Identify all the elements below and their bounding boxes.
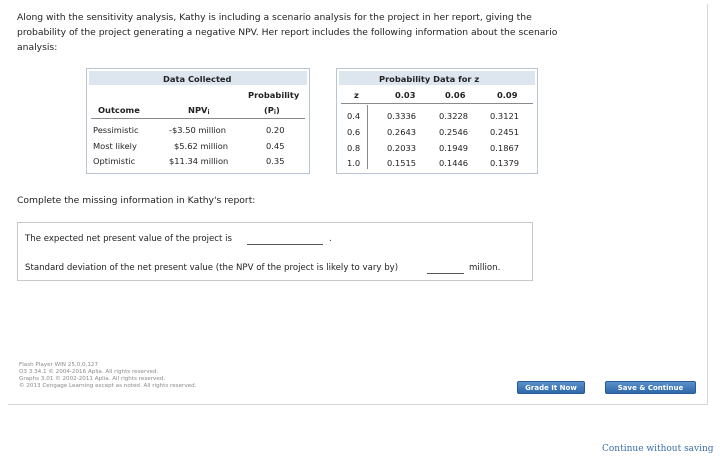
answer-panel xyxy=(17,222,533,281)
row-probability: 0.20 xyxy=(266,125,285,135)
z-col-header: 0.06 xyxy=(445,90,466,100)
row-npv: $5.62 million xyxy=(174,141,229,151)
save-and-continue-button[interactable]: Save & Continue xyxy=(605,381,696,394)
probability-value: 0.2546 xyxy=(439,127,469,137)
probability-value: 0.1515 xyxy=(387,158,417,168)
million-unit-label: million. xyxy=(469,263,501,273)
table-title: Data Collected xyxy=(163,74,232,84)
probability-header: Probability xyxy=(248,90,300,100)
probability-value: 0.2033 xyxy=(387,143,417,153)
row-outcome: Most likely xyxy=(93,141,137,151)
probability-value: 0.1867 xyxy=(490,143,520,153)
header-divider xyxy=(341,103,533,104)
probability-value: 0.1949 xyxy=(439,143,469,153)
footer-line: Q3 3.34.1 © 2004-2016 Aplia. All rights reserved. xyxy=(19,369,159,375)
expected-npv-dropdown[interactable] xyxy=(247,244,323,245)
row-probability: 0.35 xyxy=(266,156,285,166)
probability-value: 0.1379 xyxy=(490,158,520,168)
row-npv: -$3.50 million xyxy=(169,125,227,135)
probability-value: 0.3121 xyxy=(490,111,520,121)
probability-value: 0.1446 xyxy=(439,158,469,168)
z-header: z xyxy=(354,90,359,100)
z-value: 0.6 xyxy=(347,127,361,137)
data-collected-table xyxy=(86,68,310,174)
version-footer xyxy=(19,362,196,390)
question-expected-npv: The expected net present value of the project is xyxy=(25,234,232,244)
z-value: 0.4 xyxy=(347,111,361,121)
header-divider xyxy=(91,118,305,119)
row-outcome: Pessimistic xyxy=(93,125,139,135)
row-probability: 0.45 xyxy=(266,141,285,151)
probability-value: 0.3228 xyxy=(439,111,469,121)
std-dev-dropdown[interactable] xyxy=(427,273,464,274)
z-col-header: 0.09 xyxy=(497,90,518,100)
probability-value: 0.3336 xyxy=(387,111,417,121)
row-npv: $11.34 million xyxy=(169,156,229,166)
row-outcome: Optimistic xyxy=(93,156,136,166)
task-instruction: Complete the missing information in Kathy's report: xyxy=(17,195,256,206)
probability-value: 0.2643 xyxy=(387,127,417,137)
outcome-header: Outcome xyxy=(98,105,140,115)
intro-text: Along with the sensitivity analysis, Kathy is including a scenario analysis for the project in her report, giving the probability of the project generating a negative NPV. Her report includes the following information about the scenario analysis: xyxy=(17,12,558,53)
footer-line: Flash Player WIN 25,0,0,127 xyxy=(19,362,99,368)
z-table-title: Probability Data for z xyxy=(379,74,480,84)
probability-value: 0.2451 xyxy=(490,127,520,137)
continue-without-saving-link[interactable]: Continue without saving xyxy=(602,444,714,454)
z-col-header: 0.03 xyxy=(395,90,416,100)
z-value: 0.8 xyxy=(347,143,361,153)
npv-header: NPVi xyxy=(188,105,210,116)
z-value: 1.0 xyxy=(347,158,361,168)
z-probability-table xyxy=(336,68,538,174)
z-column-divider xyxy=(367,105,368,169)
probability-symbol-header: (Pi) xyxy=(264,105,280,116)
footer-line: © 2013 Cengage Learning except as noted. All rights reserved. xyxy=(19,383,197,389)
grade-it-now-button[interactable]: Grade It Now xyxy=(517,381,585,394)
question-end-period: . xyxy=(329,234,332,244)
question-std-dev: Standard deviation of the net present value (the NPV of the project is likely to vary by) xyxy=(25,263,399,273)
footer-line: Graphs 3.01 © 2002-2011 Aplia. All rights reserved. xyxy=(19,376,166,382)
